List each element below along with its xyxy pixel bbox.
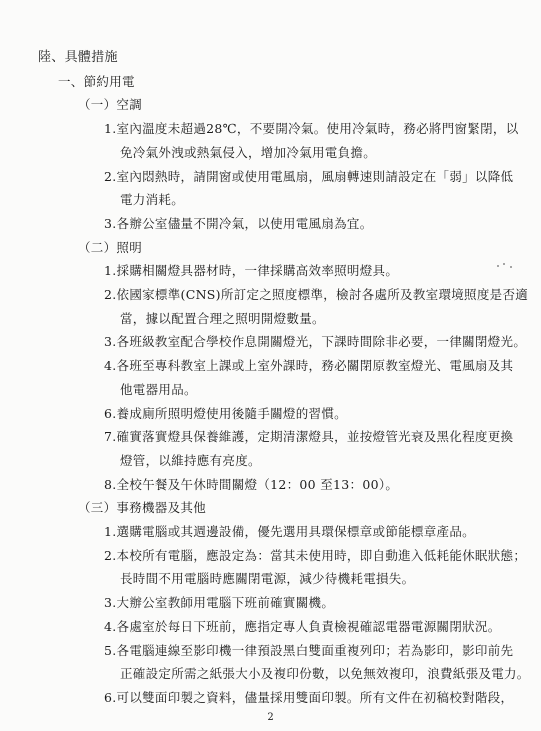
paragraph-line: 電力消耗。: [120, 192, 185, 208]
paragraph-line: 他電器用品。: [120, 381, 197, 397]
paragraph-line: 長時間不用電腦時應關閉電源，減少待機耗電損失。: [120, 571, 415, 587]
paragraph-line: 7.確實落實燈具保養維護，定期清潔燈具，並按燈管光衰及黑化程度更換: [104, 429, 514, 445]
paragraph-line: 4.各班至專科教室上課或上室外課時，務必關閉原教室燈光、電風扇及其: [104, 358, 514, 374]
scan-speck: [510, 266, 512, 268]
subsection-title: 一、節約用電: [58, 73, 135, 89]
page-number: 2: [267, 712, 274, 723]
paragraph-line: 4.各處室於每日下班前，應指定專人負責檢視確認電器電源關閉狀況。: [104, 618, 501, 634]
paragraph-line: 6.養成廁所照明燈使用後隨手關燈的習慣。: [104, 405, 347, 421]
group-title-lighting: （二）照明: [78, 239, 143, 255]
paragraph-line: 2.室內悶熱時，請開窗或使用電風扇，風扇轉速則請設定在「弱」以降低: [104, 168, 514, 184]
paragraph-line: 正確設定所需之紙張大小及複印份數，以免無效複印，浪費紙張及電力。: [120, 666, 530, 682]
paragraph-line: 燈管，以維持應有亮度。: [120, 452, 261, 468]
paragraph-line: 2.依國家標準(CNS)所訂定之照度標準，檢討各處所及教室環境照度是否適: [104, 287, 529, 303]
paragraph-line: 當，據以配置合理之照明開燈數量。: [120, 310, 325, 326]
paragraph-line: 免冷氣外洩或熱氣侵入，增加冷氣用電負擔。: [120, 144, 377, 160]
paragraph-line: 3.各辦公室儘量不開冷氣，以使用電風扇為宜。: [104, 215, 373, 231]
scan-speck: [503, 263, 505, 265]
paragraph-line: 1.採購相關燈具器材時，一律採購高效率照明燈具。: [104, 263, 399, 279]
paragraph-line: 3.各班級教室配合學校作息開關燈光，下課時間除非必要，一律關閉燈光。: [104, 334, 527, 350]
group-title-office-equipment: （三）事務機器及其他: [78, 500, 207, 516]
paragraph-line: 6.可以雙面印製之資料，儘量採用雙面印製。所有文件在初稿校對階段，: [104, 690, 514, 705]
group-title-aircon: （一）空調: [78, 97, 143, 113]
paragraph-line: 1.選購電腦或其週邊設備，優先選用具環保標章或節能標章產品。: [104, 524, 475, 540]
scan-speck: [497, 265, 499, 267]
section-title: 陸、具體措施: [38, 50, 118, 65]
paragraph-line: 8.全校午餐及午休時間關燈（12：00 至13：00）。: [104, 476, 399, 492]
paragraph-line: 3.大辦公室教師用電腦下班前確實關機。: [104, 595, 335, 611]
paragraph-line: 1.室內溫度未超過28℃，不要開冷氣。使用冷氣時，務必將門窗緊閉，以: [104, 121, 519, 137]
paragraph-line: 2.本校所有電腦，應設定為：當其未使用時，即自動進入低耗能休眠狀態；: [104, 547, 527, 563]
paragraph-line: 5.各電腦連線至影印機一律預設黑白雙面重複列印；若為影印，影印前先: [104, 642, 514, 658]
